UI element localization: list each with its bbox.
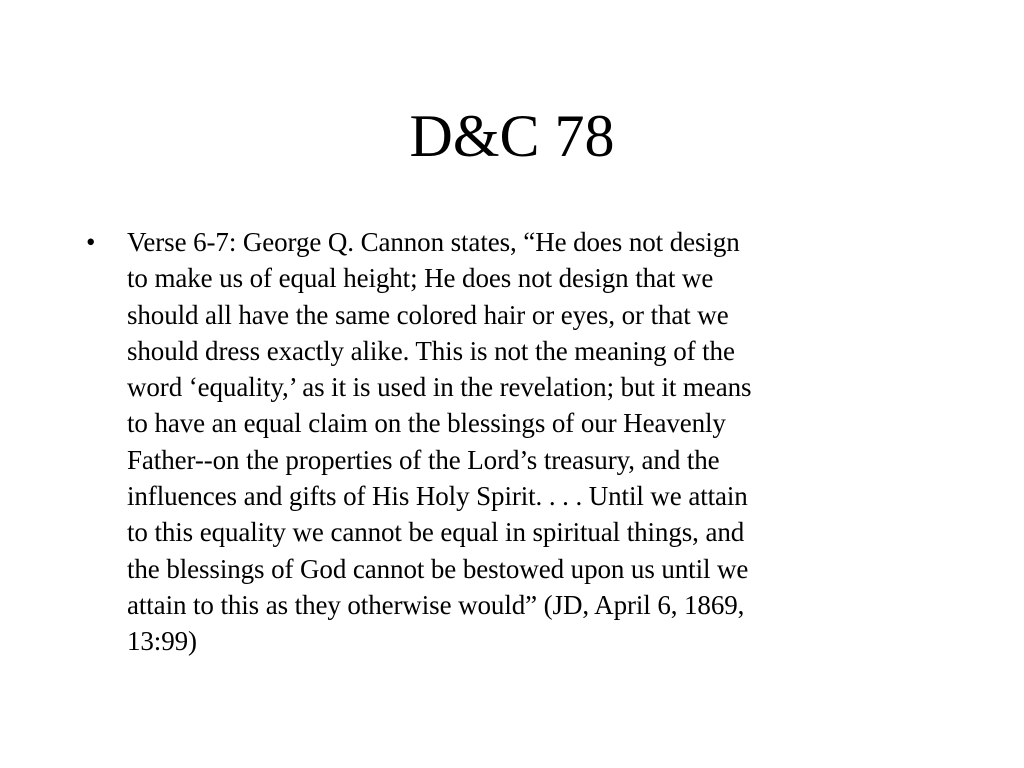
text-line: to have an equal claim on the blessings of our Heavenly [127,408,726,439]
text-line: attain to this as they otherwise would” (JD, April 6, 1869, [127,589,745,620]
bullet-text [127,224,946,660]
text-line: influences and gifts of His Holy Spirit. . . . Until we attain [127,481,748,512]
text-line: should all have the same colored hair or eyes, or that we [127,299,729,330]
slide-title: D&C 78 [409,103,615,169]
text-line: to make us of equal height; He does not design that we [127,263,714,294]
text-line: Verse 6-7: George Q. Cannon states, “He does not design [127,227,740,257]
text-line: 13:99) [127,626,197,657]
text-line: word ‘equality,’ as it is used in the revelation; but it means [127,372,752,403]
bullet-list [86,224,946,660]
bullet-item [86,224,946,660]
text-line: to this equality we cannot be equal in spiritual things, and [127,517,745,548]
text-line: Father--on the properties of the Lord’s treasury, and the [127,444,720,475]
bullet-icon: • [86,227,96,257]
text-line: should dress exactly alike. This is not the meaning of the [127,335,735,366]
text-line: the blessings of God cannot be bestowed upon us until we [127,553,749,584]
